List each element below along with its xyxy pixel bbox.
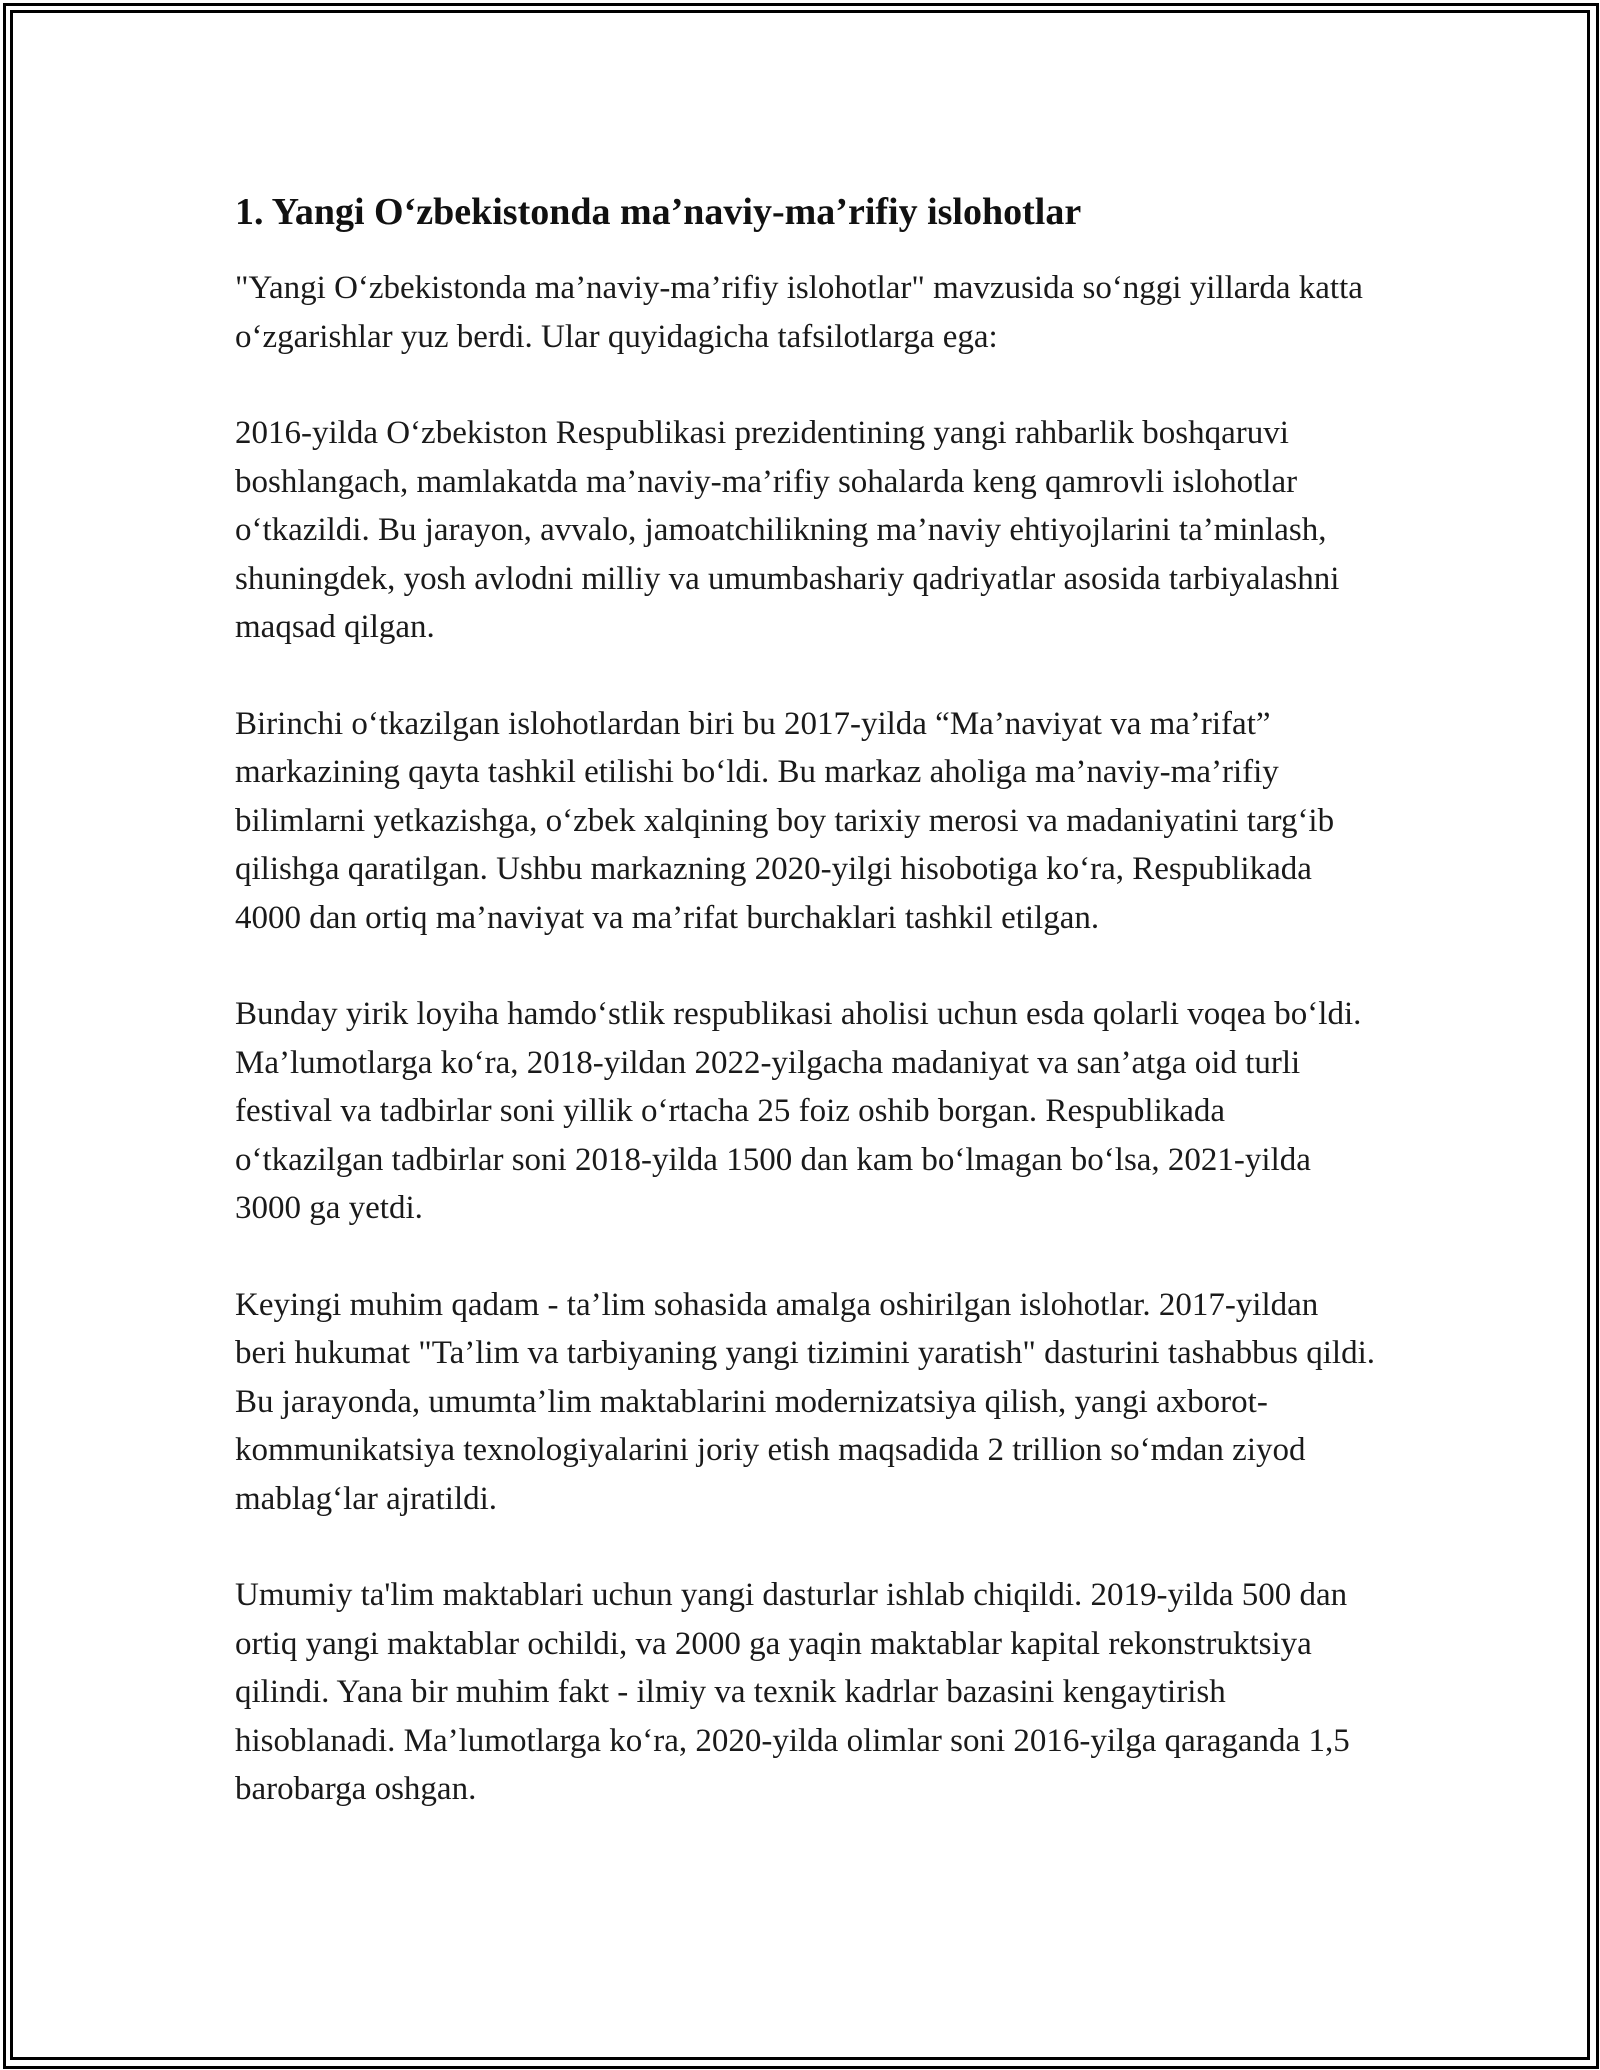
paragraph-spirituality-center: Birinchi o‘tkazilgan islohotlardan biri bu 2017-yilda “Ma’naviyat va ma’rifat” markazining qayta tashkil etilishi bo‘ldi. Bu markaz aholiga ma’naviy-ma’rifiy bilimlarni yetkazishga, o‘zbek xalqining boy tarixiy merosi va madaniyatini targ‘ib qilishga qaratilgan. Ushbu markazning 2020-yilgi hisobotiga ko‘ra, Respublikada 4000 dan ortiq ma’naviyat va ma’rifat burchaklari tashkil etilgan. [235, 705, 1335, 936]
paragraph-schools-scientists: Umumiy ta'lim maktablari uchun yangi dasturlar ishlab chiqildi. 2019-yilda 500 dan ortiq yangi maktablar ochildi, va 2000 ga yaqin maktablar kapital rekonstruktsiya qilindi. Yana bir muhim fakt - ilmiy va texnik kadrlar bazasini kengaytirish hisoblanadi. Ma’lumotlarga ko‘ra, 2020-yilda olimlar soni 2016-yilga qaraganda 1,5 barobarga oshgan. [235, 1577, 1350, 1807]
paragraph-education-reforms: Keyingi muhim qadam - ta’lim sohasida amalga oshirilgan islohotlar. 2017-yildan beri hukumat "Ta’lim va tarbiyaning yangi tizimini yaratish" dasturini tashabbus qildi. Bu jarayonda, umumta’lim maktablarini modernizatsiya qilish, yangi axborot-kommunikatsiya texnologiyalarini joriy etish maqsadida 2 trillion so‘mdan ziyod mablag‘lar ajratildi. [235, 1286, 1375, 1517]
paragraph-2016-reforms: 2016-yilda O‘zbekiston Respublikasi prezidentining yangi rahbarlik boshqaruvi boshlangach, mamlakatda ma’naviy-ma’rifiy sohalarda keng qamrovli islohotlar o‘tkazildi. Bu jarayon, avvalo, jamoatchilikning ma’naviy ehtiyojlarini ta’minlash, shuningdek, yosh avlodni milliy va umumbashariy qadriyatlar asosida tarbiyalashni maqsad qilgan. [235, 415, 1340, 645]
paragraph-festivals: Bunday yirik loyiha hamdo‘stlik respublikasi aholisi uchun esda qolarli voqea bo‘ldi. Ma’lumotlarga ko‘ra, 2018-yildan 2022-yilgacha madaniyat va san’atga oid turli festival va tadbirlar soni yillik o‘rtacha 25 foiz oshib borgan. Respublikada o‘tkazilgan tadbirlar soni 2018-yilda 1500 dan kam bo‘lmagan bo‘lsa, 2021-yilda 3000 ga yetdi. [235, 996, 1362, 1226]
section-heading: 1. Yangi O‘zbekistonda ma’naviy-ma’rifiy islohotlar [235, 191, 1082, 233]
paragraph-intro: "Yangi O‘zbekistonda ma’naviy-ma’rifiy islohotlar" mavzusida so‘nggi yillarda katta o‘zgarishlar yuz berdi. Ular quyidagicha tafsilotlarga ega: [235, 270, 1363, 355]
document-body [235, 186, 1375, 1814]
